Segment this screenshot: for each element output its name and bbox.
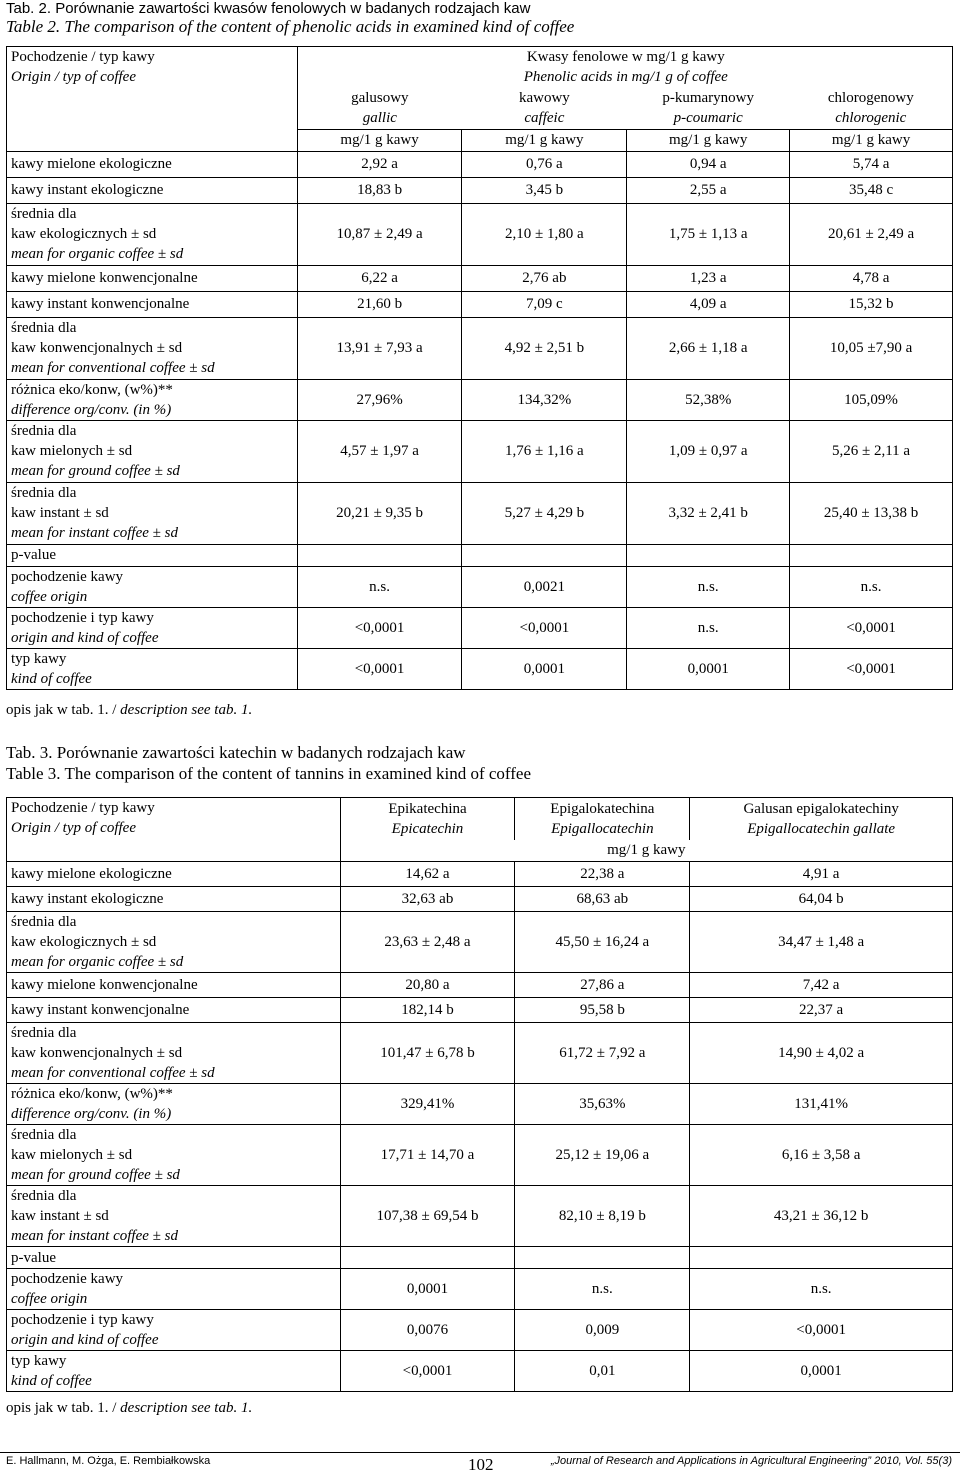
page-number: 102 (468, 1455, 494, 1474)
row-label: średnia dla kaw konwencjonalnych ± sd mean for conventional coffee ± sd (7, 317, 298, 379)
table-cell: 18,83 b (297, 177, 462, 203)
table-row (7, 912, 953, 973)
table-row (7, 151, 953, 177)
table-cell: 3,45 b (462, 177, 627, 203)
table2-col-header: kawowy caffeic (518, 89, 570, 126)
table-cell: 182,14 b (340, 998, 515, 1023)
table3-col-header: Galusan epigalokatechiny Epigallocatechin gallate (690, 798, 953, 840)
table2-col-header: galusowy gallic (297, 87, 462, 129)
table-row (7, 1084, 953, 1125)
table-cell: <0,0001 (790, 648, 953, 689)
table-row (7, 1269, 953, 1310)
table3-unit-header: mg/1 g kawy (340, 840, 952, 862)
table-cell: n.s. (790, 566, 953, 607)
table2-unit-header: mg/1 g kawy (297, 129, 462, 151)
table-cell: 0,94 a (627, 151, 790, 177)
row-label: typ kawy kind of coffee (7, 648, 298, 689)
table-cell: 0,0076 (340, 1310, 515, 1351)
table-cell: <0,0001 (790, 607, 953, 648)
table2-caption-en: Table 2. The comparison of the content of phenolic acids in examined kind of coffee (6, 17, 575, 36)
table-cell: 4,09 a (627, 291, 790, 317)
table-cell: 134,32% (462, 379, 627, 420)
table-cell: 329,41% (340, 1084, 515, 1125)
table-row (7, 544, 953, 566)
table-cell: 4,57 ± 1,97 a (297, 420, 462, 482)
table-row (7, 1186, 953, 1247)
pvalue-label: p-value (7, 544, 298, 566)
table2-unit-header: mg/1 g kawy (627, 129, 790, 151)
table-cell: 25,12 ± 19,06 a (515, 1125, 690, 1186)
table-cell: 107,38 ± 69,54 b (340, 1186, 515, 1247)
table3-col-header: Epikatechina Epicatechin (340, 798, 515, 840)
table-cell: 4,91 a (690, 862, 953, 887)
table-cell: 27,86 a (515, 973, 690, 998)
table2-col-header: p-kumarynowy p-coumaric (662, 89, 755, 126)
footer-rule (0, 1452, 960, 1453)
table-cell: 45,50 ± 16,24 a (515, 912, 690, 973)
table-row (7, 648, 953, 689)
table-row (7, 265, 953, 291)
table-cell: 0,0001 (340, 1269, 515, 1310)
table-cell: 64,04 b (690, 887, 953, 912)
row-label: średnia dla kaw instant ± sd mean for instant coffee ± sd (7, 482, 298, 544)
table-cell: 2,76 ab (462, 265, 627, 291)
table-cell: 14,62 a (340, 862, 515, 887)
table2-group-header-en: Phenolic acids in mg/1 g of coffee (523, 69, 728, 85)
table-cell: 7,09 c (462, 291, 627, 317)
table-row (7, 482, 953, 544)
row-label: kawy instant ekologiczne (7, 887, 341, 912)
row-label: średnia dla kaw instant ± sd mean for instant coffee ± sd (7, 1186, 341, 1247)
row-label: kawy instant konwencjonalne (7, 291, 298, 317)
table-cell: 21,60 b (297, 291, 462, 317)
table-cell: 7,42 a (690, 973, 953, 998)
table-cell: 43,21 ± 36,12 b (690, 1186, 953, 1247)
table-cell: <0,0001 (462, 607, 627, 648)
table-cell: 4,92 ± 2,51 b (462, 317, 627, 379)
table2-unit-header: mg/1 g kawy (462, 129, 627, 151)
table-row (7, 1023, 953, 1084)
table2-origin-header: Pochodzenie / typ kawy Origin / typ of coffee (7, 47, 298, 88)
table-row (7, 1351, 953, 1392)
table-cell: 20,61 ± 2,49 a (790, 203, 953, 265)
table2-group-header: Kwasy fenolowe w mg/1 g kawy (462, 47, 790, 68)
table-cell: <0,0001 (297, 607, 462, 648)
row-label: średnia dla kaw ekologicznych ± sd mean for organic coffee ± sd (7, 912, 341, 973)
table3-note: opis jak w tab. 1. / description see tab. 1. (6, 1400, 253, 1416)
table-cell: 6,16 ± 3,58 a (690, 1125, 953, 1186)
table-row (7, 973, 953, 998)
table-cell: 25,40 ± 13,38 b (790, 482, 953, 544)
table-cell: 2,66 ± 1,18 a (627, 317, 790, 379)
table-row (7, 887, 953, 912)
table2-unit-header: mg/1 g kawy (790, 129, 953, 151)
row-label: pochodzenie i typ kawy origin and kind of coffee (7, 607, 298, 648)
table-cell: 95,58 b (515, 998, 690, 1023)
table-cell: 20,80 a (340, 973, 515, 998)
table-cell: 105,09% (790, 379, 953, 420)
table-row (7, 1125, 953, 1186)
table-row (7, 379, 953, 420)
row-label: średnia dla kaw mielonych ± sd mean for ground coffee ± sd (7, 420, 298, 482)
table-cell: 35,63% (515, 1084, 690, 1125)
table-row (7, 317, 953, 379)
table-cell: 6,22 a (297, 265, 462, 291)
table2-caption-pl: Tab. 2. Porównanie zawartości kwasów fenolowych w badanych rodzajach kaw (6, 0, 531, 17)
table-cell: 20,21 ± 9,35 b (297, 482, 462, 544)
table-cell: 34,47 ± 1,48 a (690, 912, 953, 973)
table-cell: 23,63 ± 2,48 a (340, 912, 515, 973)
row-label: średnia dla kaw ekologicznych ± sd mean for organic coffee ± sd (7, 203, 298, 265)
table-cell: n.s. (627, 607, 790, 648)
table3-col-header: Epigalokatechina Epigallocatechin (515, 798, 690, 840)
table-cell: 2,10 ± 1,80 a (462, 203, 627, 265)
table-row (7, 420, 953, 482)
table-row (7, 203, 953, 265)
table-cell: 14,90 ± 4,02 a (690, 1023, 953, 1084)
table-row (7, 1310, 953, 1351)
table-cell: 61,72 ± 7,92 a (515, 1023, 690, 1084)
table-cell: 52,38% (627, 379, 790, 420)
table-cell: 1,09 ± 0,97 a (627, 420, 790, 482)
table-cell: 0,0001 (627, 648, 790, 689)
row-label: różnica eko/konw, (w%)** difference org/conv. (in %) (7, 379, 298, 420)
table-cell: 22,38 a (515, 862, 690, 887)
table-row (7, 177, 953, 203)
table-cell: <0,0001 (690, 1310, 953, 1351)
table-cell: n.s. (690, 1269, 953, 1310)
table3-origin-header: Pochodzenie / typ kawy Origin / typ of coffee (7, 798, 341, 862)
table-cell: 3,32 ± 2,41 b (627, 482, 790, 544)
footer-authors: E. Hallmann, M. Ożga, E. Rembiałkowska (6, 1455, 211, 1467)
row-label: kawy mielone konwencjonalne (7, 973, 341, 998)
row-label: kawy mielone konwencjonalne (7, 265, 298, 291)
table-row (7, 607, 953, 648)
table-cell: <0,0001 (297, 648, 462, 689)
table-cell: 1,75 ± 1,13 a (627, 203, 790, 265)
footer-journal: „Journal of Research and Applications in Agricultural Engineering” 2010, Vol. 55(3) (550, 1455, 952, 1467)
table-cell: 0,76 a (462, 151, 627, 177)
table-row (7, 566, 953, 607)
row-label: średnia dla kaw mielonych ± sd mean for ground coffee ± sd (7, 1125, 341, 1186)
table2-note: opis jak w tab. 1. / description see tab. 1. (6, 702, 253, 718)
row-label: średnia dla kaw konwencjonalnych ± sd mean for conventional coffee ± sd (7, 1023, 341, 1084)
table-cell: 2,92 a (297, 151, 462, 177)
table-cell: 131,41% (690, 1084, 953, 1125)
row-label: typ kawy kind of coffee (7, 1351, 341, 1392)
table-cell: 5,26 ± 2,11 a (790, 420, 953, 482)
table-row (7, 998, 953, 1023)
table-cell: 5,74 a (790, 151, 953, 177)
table-cell: 15,32 b (790, 291, 953, 317)
table2-col-header: chlorogenowy chlorogenic (790, 87, 953, 129)
row-label: pochodzenie kawy coffee origin (7, 1269, 341, 1310)
table-cell: 22,37 a (690, 998, 953, 1023)
table-cell: 27,96% (297, 379, 462, 420)
row-label: kawy instant konwencjonalne (7, 998, 341, 1023)
table-row (7, 1247, 953, 1269)
table-cell: 101,47 ± 6,78 b (340, 1023, 515, 1084)
pvalue-label: p-value (7, 1247, 341, 1269)
table3-caption-en: Table 3. The comparison of the content of tannins in examined kind of coffee (6, 764, 532, 783)
table-cell: 17,71 ± 14,70 a (340, 1125, 515, 1186)
table-cell: 10,87 ± 2,49 a (297, 203, 462, 265)
row-label: kawy instant ekologiczne (7, 177, 298, 203)
table-cell: 0,0021 (462, 566, 627, 607)
row-label: pochodzenie kawy coffee origin (7, 566, 298, 607)
table-cell: 32,63 ab (340, 887, 515, 912)
table-cell: n.s. (627, 566, 790, 607)
table-row (7, 862, 953, 887)
table-cell: 0,01 (515, 1351, 690, 1392)
table-cell: 4,78 a (790, 265, 953, 291)
table-cell: 1,76 ± 1,16 a (462, 420, 627, 482)
table3 (6, 797, 953, 1392)
table-cell: n.s. (297, 566, 462, 607)
table2 (6, 46, 953, 690)
table-cell: n.s. (515, 1269, 690, 1310)
table-cell: <0,0001 (340, 1351, 515, 1392)
table-cell: 10,05 ±7,90 a (790, 317, 953, 379)
table-row (7, 291, 953, 317)
row-label: pochodzenie i typ kawy origin and kind of coffee (7, 1310, 341, 1351)
table-cell: 0,009 (515, 1310, 690, 1351)
row-label: różnica eko/konw, (w%)** difference org/conv. (in %) (7, 1084, 341, 1125)
table-cell: 68,63 ab (515, 887, 690, 912)
row-label: kawy mielone ekologiczne (7, 151, 298, 177)
table-cell: 82,10 ± 8,19 b (515, 1186, 690, 1247)
table-cell: 35,48 c (790, 177, 953, 203)
table-cell: 13,91 ± 7,93 a (297, 317, 462, 379)
table-cell: 5,27 ± 4,29 b (462, 482, 627, 544)
table-cell: 1,23 a (627, 265, 790, 291)
row-label: kawy mielone ekologiczne (7, 862, 341, 887)
table-cell: 0,0001 (690, 1351, 953, 1392)
table3-caption-pl: Tab. 3. Porównanie zawartości katechin w badanych rodzajach kaw (6, 743, 466, 762)
table-cell: 0,0001 (462, 648, 627, 689)
table-cell: 2,55 a (627, 177, 790, 203)
